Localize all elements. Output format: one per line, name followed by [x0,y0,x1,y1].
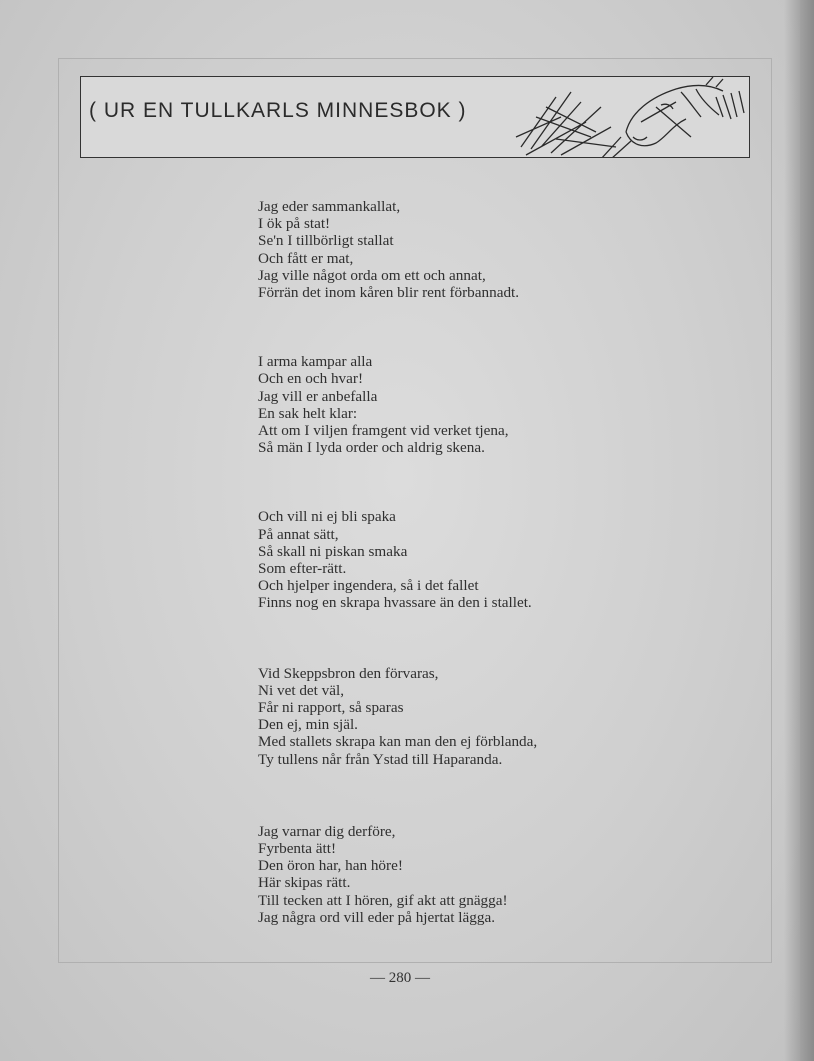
poem-line: Vid Skeppsbron den förvaras, [258,664,439,682]
poem-line: Att om I viljen framgent vid verket tjena, [258,422,509,440]
scan-edge-shadow [784,0,814,1061]
horse-illustration [461,77,750,158]
poem-line: Förrän det inom kåren blir rent förbannadt. [258,284,520,302]
poem-line: Den öron har, han höre! [258,857,403,875]
poem-line: Här skipas rätt. [258,874,351,892]
poem-line: Jag varnar dig derföre, [258,822,396,840]
poem-line: Jag några ord vill eder på hjertat lägga. [258,908,495,926]
poem-line: Med stallets skrapa kan man den ej förblanda, [258,733,538,751]
poem-line: I ök på stat! [258,215,331,233]
poem-line: Jag eder sammankallat, [258,198,401,215]
page-number: — 280 — [370,970,430,986]
poem-line: Den ej, min själ. [258,716,358,734]
poem-line: Jag vill er anbefalla [258,387,378,405]
stanza-5 [258,823,728,926]
stanza-2 [258,353,728,456]
poem-line: Och en och hvar! [258,370,363,388]
poem-line: På annat sätt, [258,525,339,543]
stanza-1 [258,198,728,301]
poem-line: Och hjelper ingendera, så i det fallet [258,577,479,595]
stanza-3 [258,508,728,611]
poem-line: Jag ville något orda om ett och annat, [258,266,486,284]
header-vignette [80,76,750,158]
poem-line: Fyrbenta ätt! [258,840,337,858]
poem-line: Och vill ni ej bli spaka [258,508,396,526]
poem-line: Så skall ni piskan smaka [258,542,408,560]
poem-line: I arma kampar alla [258,353,373,371]
poem-line: Se'n I tillbörligt stallat [258,232,394,250]
poem-line: En sak helt klar: [258,404,358,422]
poem [258,198,728,978]
poem-line: Till tecken att I hören, gif akt att gnägga! [258,891,508,909]
header-title: ( UR EN TULLKARLS MINNESBOK ) [89,99,467,122]
poem-line: Som efter-rätt. [258,560,347,578]
stanza-4 [258,665,728,768]
poem-line: Ni vet det väl, [258,681,345,699]
poem-line: Och fått er mat, [258,249,354,267]
poem-line: Finns nog en skrapa hvassare än den i stallet. [258,594,532,612]
poem-line: Får ni rapport, så sparas [258,699,404,717]
poem-line: Så män I lyda order och aldrig skena. [258,439,485,457]
poem-line: Ty tullens når från Ystad till Haparanda. [258,750,503,768]
